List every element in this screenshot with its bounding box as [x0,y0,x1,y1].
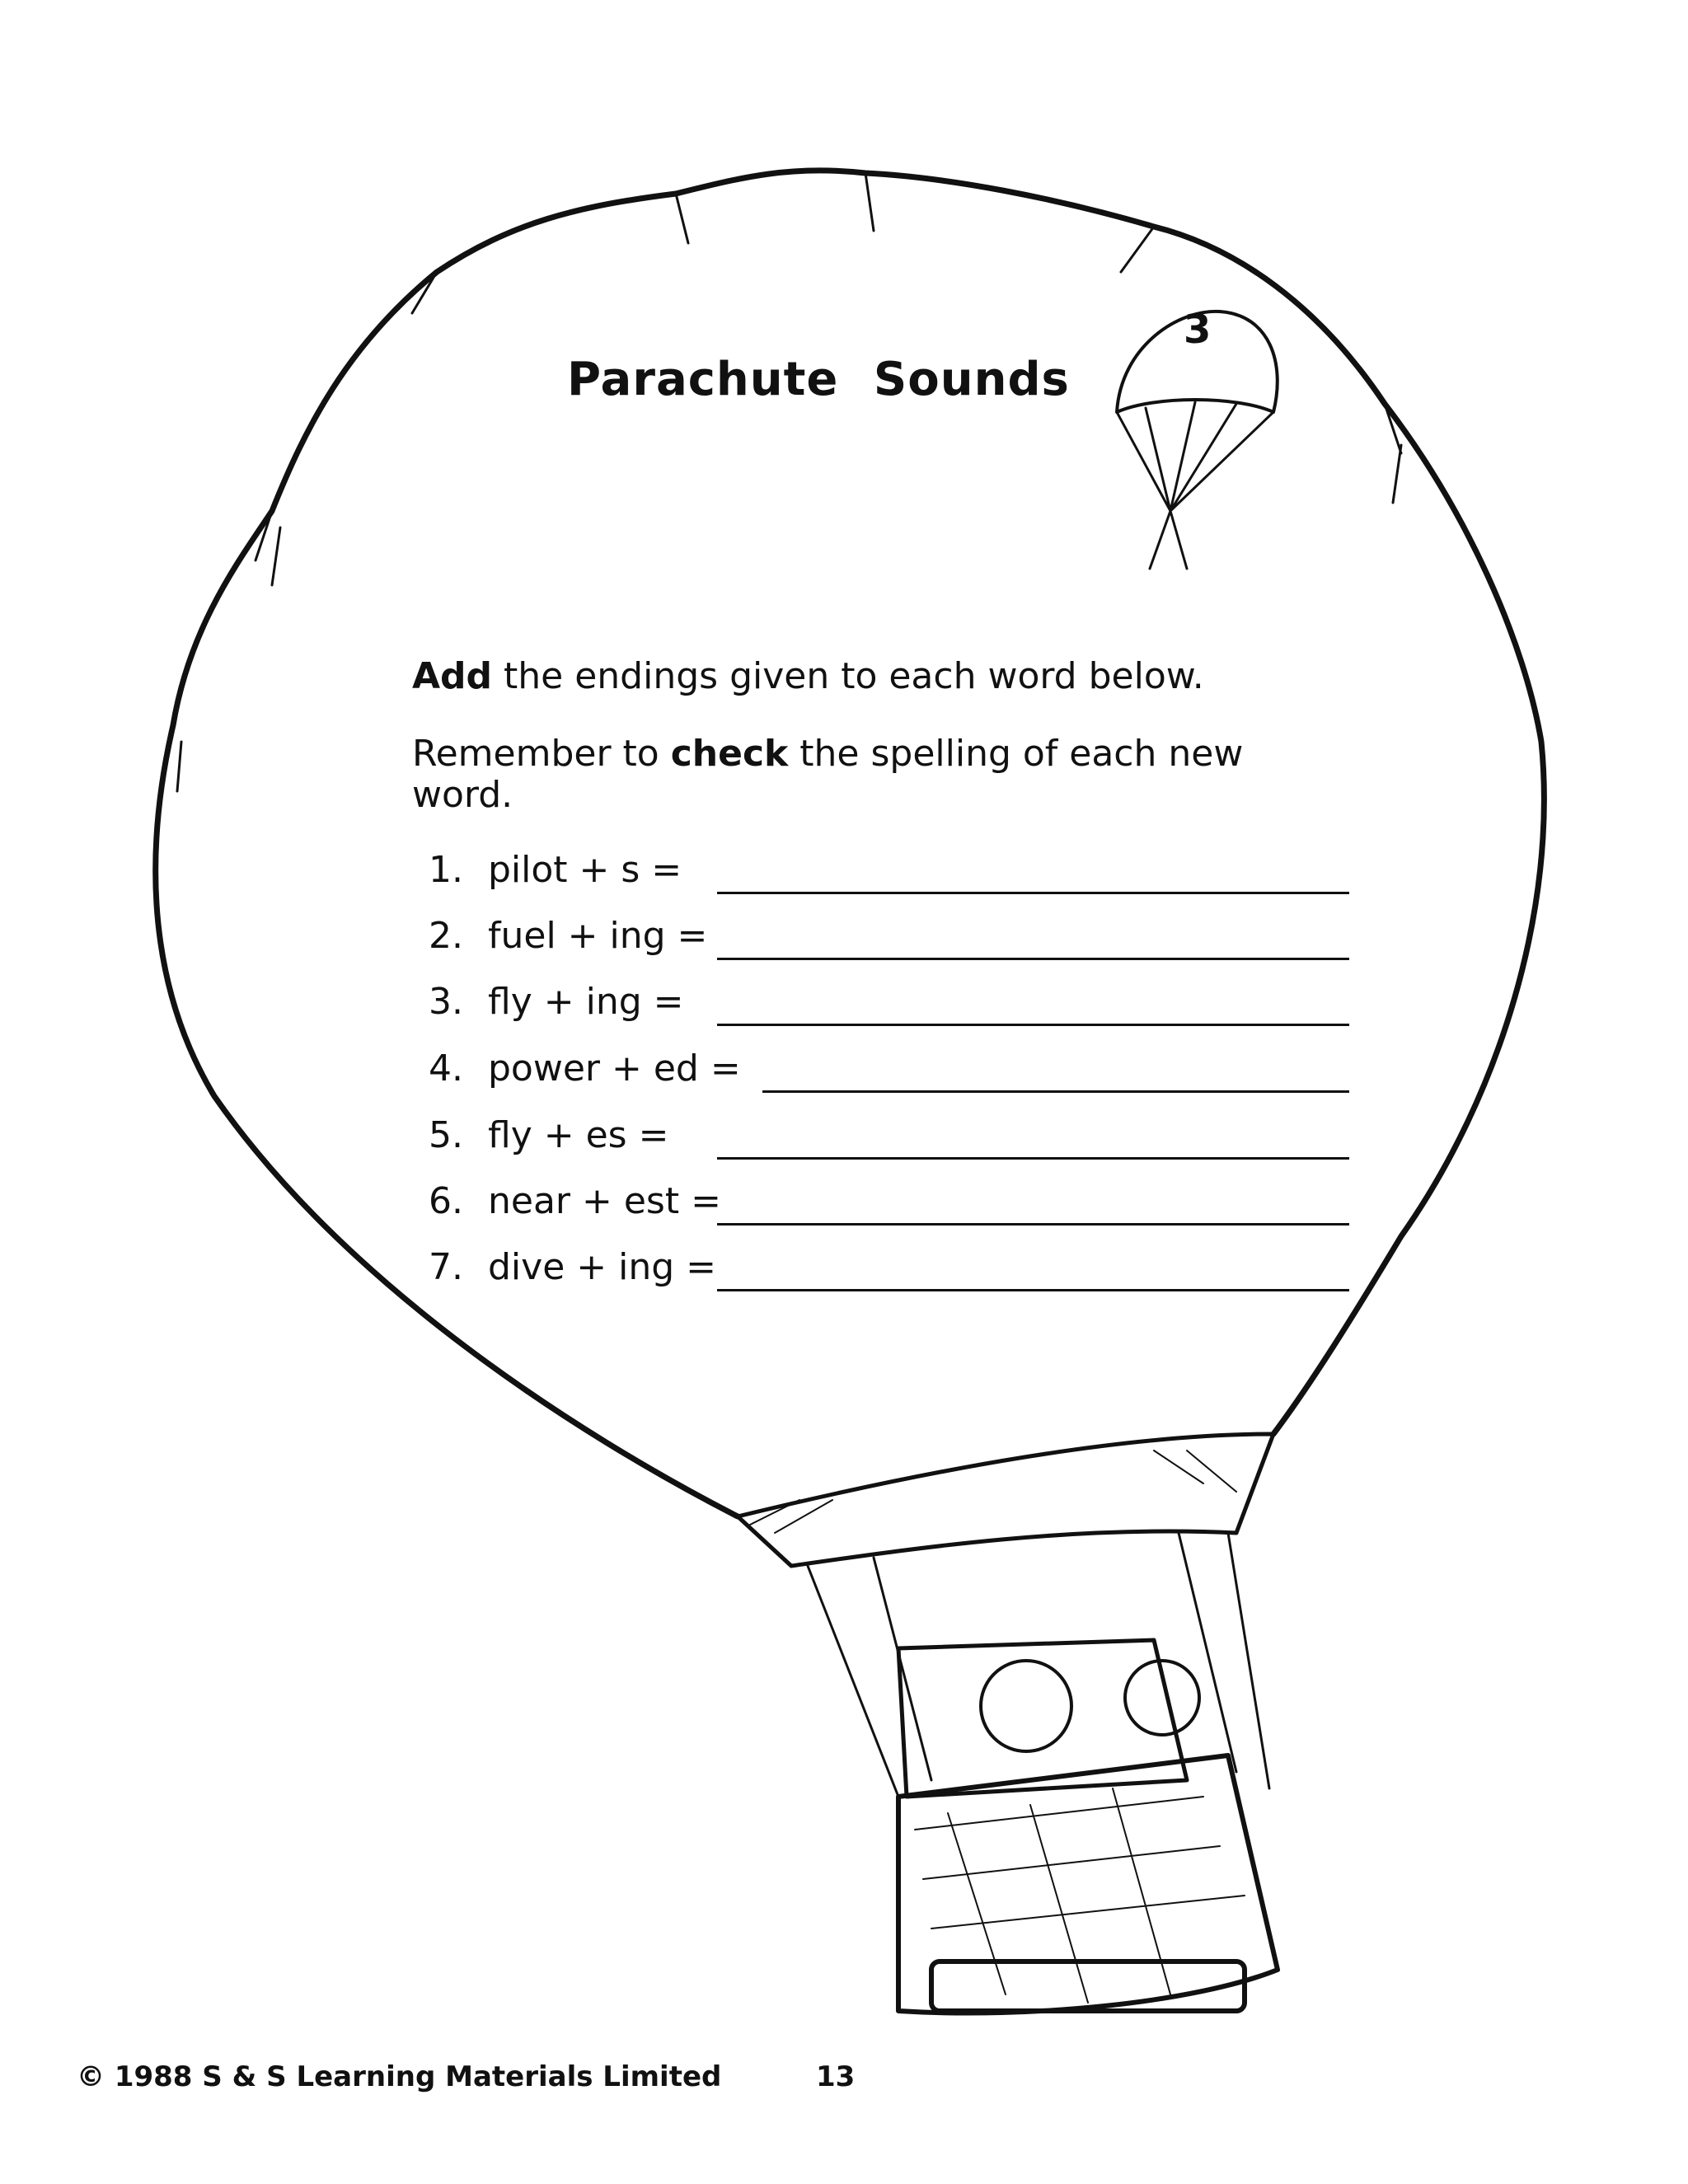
item-expression: fuel + ing = [488,915,708,957]
page-title: Parachute Sounds [567,353,1070,406]
answer-blank[interactable] [717,1157,1349,1160]
item-expression: dive + ing = [488,1246,716,1288]
instruction-text: the endings given to each word below. [492,655,1204,697]
copyright-notice: © 1988 S & S Learning Materials Limited [77,2060,722,2093]
answer-blank[interactable] [717,1289,1349,1291]
activity-number-badge: 3 [1184,307,1212,353]
instruction-line-2 [412,733,1319,816]
instruction-emphasis: Add [412,655,493,697]
instruction-text: the spelling of each new word. [412,733,1244,816]
answer-blank[interactable] [717,1024,1349,1026]
item-expression: power + ed = [488,1047,741,1090]
basket-weave [915,1788,1245,2003]
answer-blank[interactable] [717,1223,1349,1226]
balloon-skirt [738,1434,1273,1566]
page-number: 13 [816,2060,856,2093]
item-number: 3. [429,981,463,1023]
item-number: 5. [429,1114,463,1156]
item-number: 7. [429,1246,463,1288]
instruction-emphasis: check [670,733,789,775]
item-number: 1. [429,849,463,891]
item-number: 4. [429,1047,463,1090]
envelope-seam-marks [161,173,1401,791]
instruction-line-1 [412,656,1360,697]
instruction-text: Remember to [412,733,671,775]
passenger-face [981,1661,1071,1751]
answer-blank[interactable] [762,1090,1349,1093]
item-number: 6. [429,1180,463,1222]
answer-blank[interactable] [717,958,1349,960]
answer-blank[interactable] [717,892,1349,894]
item-expression: fly + ing = [488,981,684,1023]
item-expression: near + est = [488,1180,721,1222]
item-expression: pilot + s = [488,849,682,891]
item-expression: fly + es = [488,1114,669,1156]
item-number: 2. [429,915,463,957]
